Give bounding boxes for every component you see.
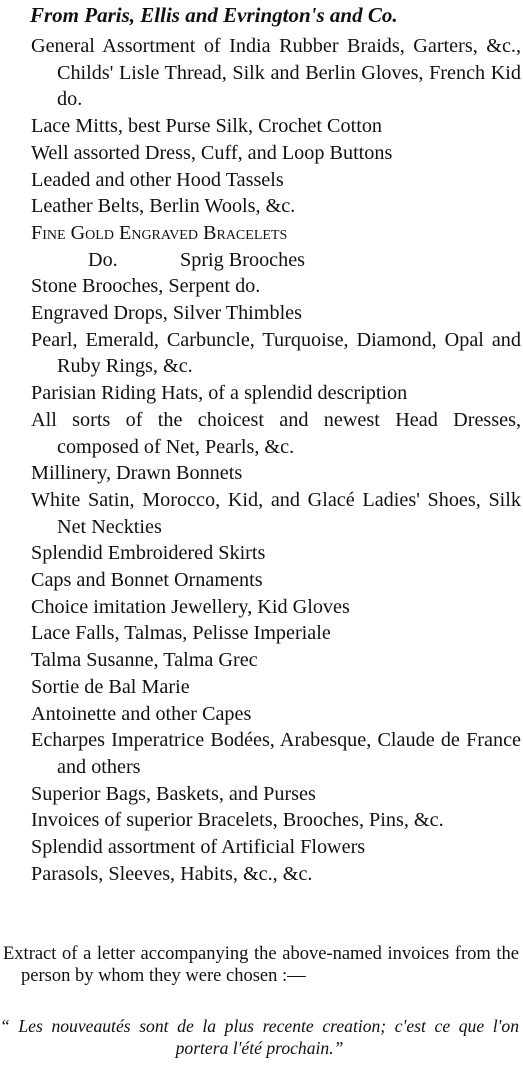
- list-item: Caps and Bonnet Ornaments: [31, 569, 263, 592]
- list-item: Sortie de Bal Marie: [31, 675, 190, 698]
- list-item: Superior Bags, Baskets, and Purses: [31, 782, 316, 805]
- list-item: Pearl, Emerald, Carbuncle, Turquoise, Diamond, Opal and Ruby Rings, &c.: [31, 328, 521, 378]
- list-item: Echarpes Imperatrice Bodées, Arabesque, Claude de France and others: [31, 729, 521, 778]
- list-item: Parasols, Sleeves, Habits, &c., &c.: [31, 862, 313, 885]
- section-heading: From Paris, Ellis and Evrington's and Co.: [30, 3, 398, 27]
- list-item: Leaded and other Hood Tassels: [31, 168, 284, 191]
- list-item: [31, 247, 521, 274]
- list-item: Antoinette and other Capes: [31, 702, 252, 725]
- list-item: Talma Susanne, Talma Grec: [31, 649, 258, 672]
- list-item: Well assorted Dress, Cuff, and Loop Buttons: [31, 141, 393, 164]
- list-item: Choice imitation Jewellery, Kid Gloves: [31, 595, 350, 618]
- list-item: All sorts of the choicest and newest Head Dresses, composed of Net, Pearls, &c.: [31, 408, 521, 458]
- list-item: Invoices of superior Bracelets, Brooches, Pins, &c.: [31, 809, 444, 832]
- list-item: Lace Mitts, best Purse Silk, Crochet Cotton: [31, 115, 383, 138]
- list-item: White Satin, Morocco, Kid, and Glacé Ladies' Shoes, Silk Net Neckties: [31, 488, 521, 538]
- ditto-mark: Do.: [88, 248, 118, 271]
- list-item: Fine Gold Engraved Bracelets: [31, 221, 288, 244]
- list-item: Engraved Drops, Silver Thimbles: [31, 302, 302, 325]
- list-item: Splendid Embroidered Skirts: [31, 542, 266, 565]
- list-item: Millinery, Drawn Bonnets: [31, 462, 243, 485]
- list-item-text: Sprig Brooches: [180, 248, 306, 271]
- list-item: Stone Brooches, Serpent do.: [31, 275, 261, 298]
- list-item: Splendid assortment of Artificial Flowers: [31, 836, 366, 859]
- list-item: Lace Falls, Talmas, Pelisse Imperiale: [31, 622, 331, 645]
- list-item: Leather Belts, Berlin Wools, &c.: [31, 195, 296, 218]
- extract-paragraph: Extract of a letter accompanying the above-named invoices from the person by whom they were chosen :—: [3, 944, 519, 986]
- item-list: [31, 33, 521, 888]
- list-item: Parisian Riding Hats, of a splendid description: [31, 382, 408, 405]
- french-quote: “ Les nouveautés sont de la plus recente creation; c'est ce que l'on portera l'été prochain.”: [0, 1016, 519, 1058]
- list-item: General Assortment of India Rubber Braids, Garters, &c., Childs' Lisle Thread, Silk and Berlin Gloves, French Kid do.: [31, 35, 521, 111]
